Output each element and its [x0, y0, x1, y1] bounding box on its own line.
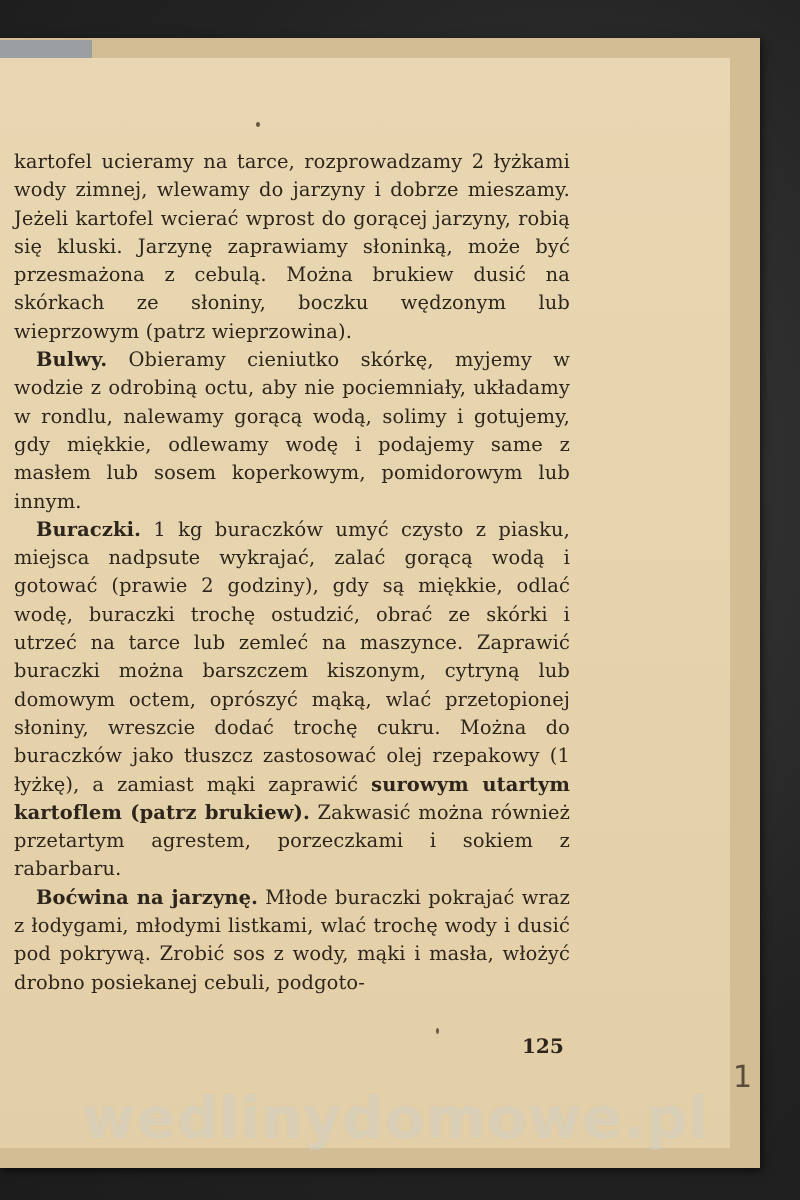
paragraph-continuation — [14, 148, 570, 346]
paper-speck — [436, 1028, 439, 1034]
paragraph-bulwy — [14, 346, 570, 516]
paragraph-body: 1 kg buraczków umyć czysto z piasku, miejsca nadpsute wykrajać, zalać gorącą wodą i gotować (prawie 2 godziny), gdy są miękkie, odlać wodę, buraczki trochę ostudzić, obrać ze skórki i utrzeć na tarce lub zemleć na maszynce. Zaprawić buraczki można barszczem kiszonym, cytryną lub domowym octem, oprószyć mąką, wlać przetopionej słoniny, wreszcie dodać trochę cukru. Można do buraczków jako tłuszcz zastosować olej rzepakowy (1 łyżkę), a zamiast mąki zaprawić — [14, 517, 570, 796]
watermark: wedlinydomowe.pl — [82, 1084, 710, 1152]
spine-tape — [0, 40, 92, 58]
margin-mark: 1 — [733, 1060, 753, 1095]
paragraph-tail: Zakwasić można również przetartym agrestem, porzeczkami i sokiem z rabarbaru. — [14, 800, 570, 881]
paragraph-bocwina — [14, 884, 570, 997]
paragraph-buraczki — [14, 516, 570, 884]
entry-heading: Boćwina na jarzynę. — [36, 885, 259, 909]
paragraph-body: kartofel ucieramy na tarce, rozprowadzamy 2 łyżkami wody zimnej, wlewamy do jarzyny i dobrze mieszamy. Jeżeli kartofel wcierać wprost do gorącej jarzyny, robią się kluski. Jarzynę zaprawiamy słoninką, może być przesmażona z cebulą. Można brukiew dusić na skórkach ze słoniny, boczku wędzonym lub wieprzowym (patrz wieprzowina). — [14, 150, 570, 343]
entry-heading: Buraczki. — [36, 517, 141, 541]
paper-speck — [256, 122, 260, 127]
emphasis-text: surowym utartym kartoflem (patrz brukiew). — [14, 772, 570, 824]
page-number: 125 — [522, 1034, 564, 1058]
paragraph-body: Obieramy cieniutko skórkę, myjemy w wodzie z odrobiną octu, aby nie pociemniały, układamy w rondlu, nalewamy gorącą wodą, solimy i gotujemy, gdy miękkie, odlewamy wodę i podajemy same z masłem lub sosem koperkowym, pomidorowym lub innym. — [14, 348, 570, 513]
page-text — [14, 148, 570, 997]
entry-heading: Bulwy. — [36, 348, 108, 372]
paragraph-body: Młode buraczki pokrajać wraz z łodygami, młodymi listkami, wlać trochę wody i dusić pod pokrywą. Zrobić sos z wody, mąki i masła, włożyć drobno posiekanej cebuli, podgoto- — [14, 885, 570, 994]
